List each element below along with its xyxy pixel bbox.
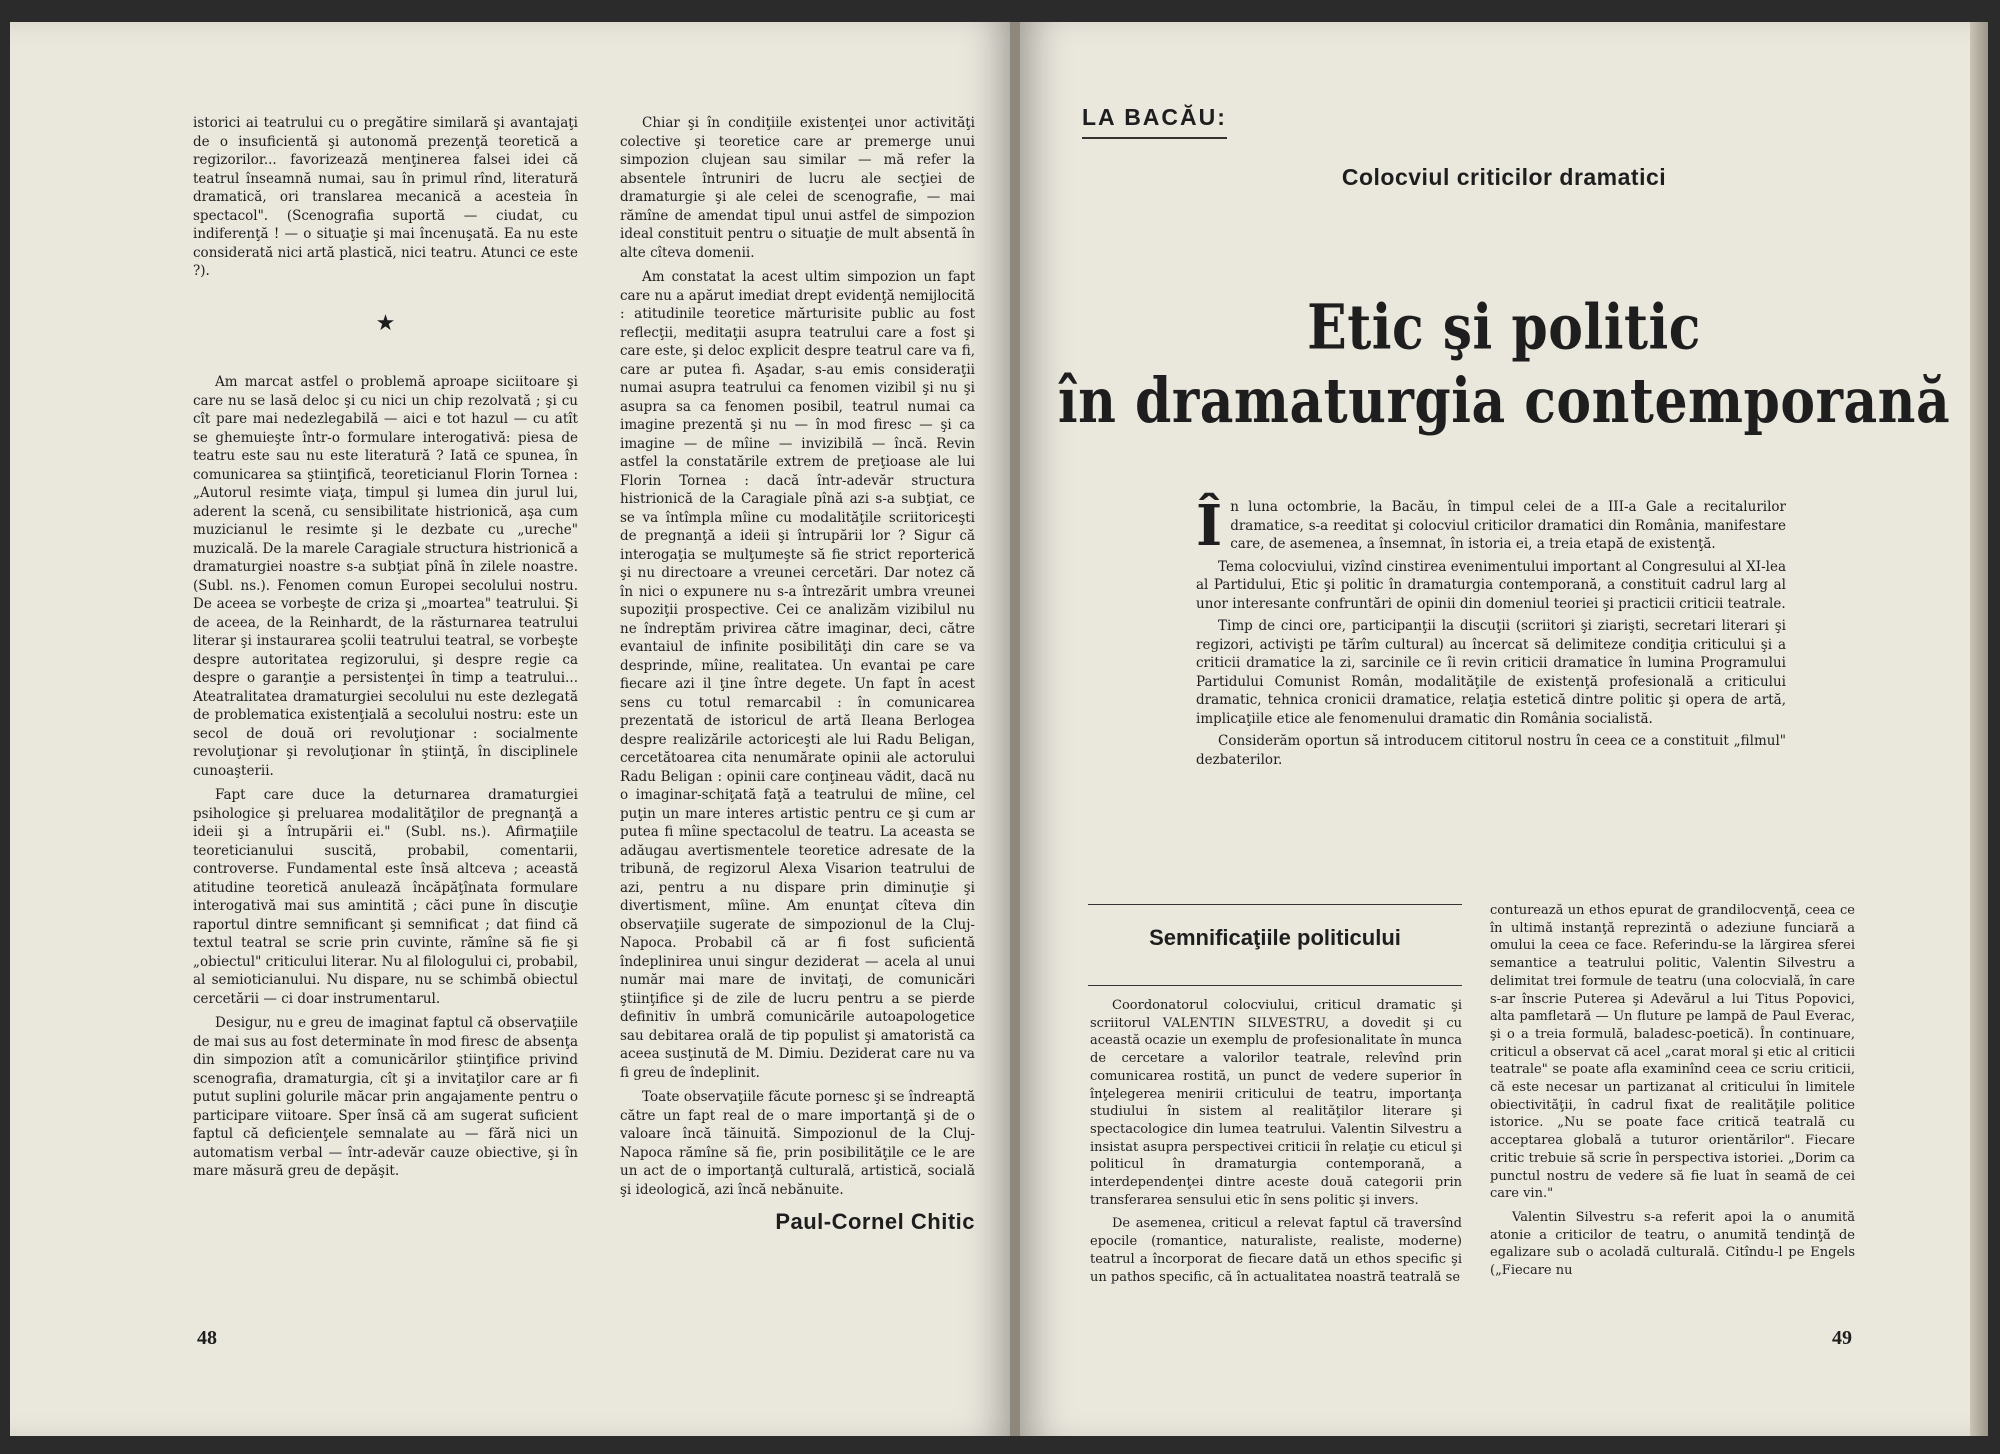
paragraph: istorici ai teatrului cu o pregătire similară şi avantajaţi de o insuficientă şi autonomă prezenţă teoretică a regizorilor... favorizează menţinerea falsei idei că teatrul înseamnă numai, sau în primul rînd, literatură dramatică, ori translarea mecanică a acesteia în spectacol". (Scenografia suportă — ciudat, cu indiferenţă ! — o situaţie şi mai încenuşată. Ea nu este considerată nici artă plastică, nici teatru. Atunci ce este ?). — [193, 115, 578, 279]
headline-line-1: Etic şi politic — [1307, 292, 1701, 364]
page-number-left: 48 — [197, 1327, 217, 1349]
section-title: Semnificaţiile politicului — [1149, 925, 1401, 950]
paragraph: Chiar şi în condiţiile existenţei unor activităţi colective şi teoretice care ar premerge unui simpozion clujean sau similar — mă refer la absentele întruniri de lucru ale secţiei de dramaturgie şi ale celei de scenografie, — mai rămîne de amendat tipul unui astfel de simpozion ideal constituit pentru o situaţie de mult absentă în alte cîteva domenii. — [620, 115, 975, 261]
magazine-spread — [10, 22, 1988, 1436]
article-kicker: Colocviul criticilor dramatici — [1341, 164, 1667, 190]
page-edge — [1970, 22, 1988, 1436]
paragraph: Toate observaţiile făcute pornesc şi se îndreaptă către un fapt real de o mare importanţă şi de o valoare încă tăinuită. Simpozionul de la Cluj-Napoca rămîne să fie, prin posibilităţile ce le are un act de o importanţă culturală, artistică, socială şi ideologică, azi încă nebănuite. — [620, 1089, 976, 1198]
paragraph: Desigur, nu e greu de imaginat faptul că observaţiile de mai sus au fost determinate în mod firesc de absenţa din simpozion atît a comunicărilor ştiinţifice privind scenografia, dramaturgia, cît şi a invitaţilor care ar fi putut suplini golurile măcar prin angajamente pentru o participare viitoare. Sper însă că am sugerat suficient faptul că deficienţele semnalate au — fără nici un automatism verbal — într-adevăr cauze obiective, şi în mare măsură greu de depăşit. — [193, 1015, 578, 1179]
lead-text: n luna octombrie, la Bacău, în timpul celei de a III-a Gale a recitalurilor dramatice, s-a reeditat şi colocviul criticilor dramatici din România, manifestare care, de asemenea, a însemnat, în istoria ei, a treia etapă de existenţă. — [1230, 499, 1786, 552]
left-page-column-1 — [193, 114, 578, 1187]
paragraph: Am constatat la acest ultim simpozion un fapt care nu a apărut imediat drept evidenţă nemijlocită : atitudinile teoretice mărturisite public au fost reflecţii, meditaţii asupra teatrului care a fost şi care este, şi deloc explicit despre teatrul care va fi, care ar putea fi. Aşadar, s-au emis consideraţii numai asupra teatrului ca fenomen vizibil şi nu şi asupra sa ca fenomen posibil, teatrul numai ca imagine prezentă şi nu — în mod firesc — şi ca imagine — de mîine — invizibilă — încă. Revin astfel la constatările extrem de preţioase ale lui Florin Tornea : dacă într-adevăr structura histrionică de la Caragiale pînă azi s-a subţiat, ce se va întîmpla mîine cu modalităţile scriitoriceşti de pregnanţă a ideii şi întrupării lor ? Sigur că interogaţia se mulţumeşte să fie strict reporterică şi nu directoare a vreunei cercetări. Dar notez că în nici o expunere nu s-a întrezărit umbra vreunei supoziţii prospective. Cei ce analizăm vizibilul nu ne îndreptăm privirea către imaginar, deci, către evantaiul de infinite posibilităţi din care se va desprinde, mîine, realitatea. Un evantai pe care fiecare azi il ţine între degete. Un fapt în acest sens cu totul remarcabil : în comunicarea prezentată de istoricul de artă Ileana Berlogea despre realizările actoriceşti ale lui Radu Beligan, cercetătoarea cita nenumărate opinii ale actorului Radu Beligan : opinii care conţineau vădit, dacă nu o imaginar-schiţată faţă a teatrului de mîine, cel puţin un mare interes artistic pentru ce şi cum ar putea fi mîine spectacolul de teatru. La aceasta se adăugau avertismentele teoretice adresate de la tribună, de regizorul Alexa Visarion teatrului de azi, pentru a nu dispare prin diminuţie şi divertisment, mîine. Am enunţat cîteva din observaţiile sugerate de simpozionul de la Cluj-Napoca. Probabil că ar fi fost suficientă îndeplinirea unui singur deziderat — acela al unui număr mai mare de invitaţi, de comunicări ştiinţifice şi de zile de lucru pentru a se pierde definitiv în umbră comunicările autoapologetice sau debitarea orală de tip populist şi amatoristă ca aceea susţinută de M. Dimiu. Deziderat care nu va fi greu de îndeplinit. — [620, 269, 975, 1081]
paragraph: Am marcat astfel o problemă aproape siciitoare şi care nu se lasă deloc şi cu nici un chip rezolvată ; şi cu cît pare mai nedezlegabilă — aici e tot hazul — cu atît se ghemuieşte într-o formulare interogativă: piesa de teatru este sau nu este literatură ? Iată ce spunea, în comunicarea sa ştiinţifică, teoreticianul Florin Tornea : „Autorul resimte viaţa, timpul şi lumea din jurul lui, aderent la scenă, cu sensibilitate histrionică, aşa cum muzicianul le resimte şi le dezbate cu „ureche" muzicală. De la marele Caragiale structura histrionică a dramaturgiei noastre s-a subţiat pînă în zilele noastre. (Subl. ns.). Fenomen comun Europei secolului nostru. De aceea se vorbeşte de criza şi „moartea" teatrului. Şi de aceea, de la Reinhardt, de la răsturnarea teatrului literar şi instaurarea şcolii teatrului teatral, se vorbeşte despre autoritatea regizorului, şi despre regie ca despre o garanţie a persistenţei în timp a teatrului... Ateatralitatea dramaturgiei secolului nu este dezlegată de problematica existenţială a secolului nostru: este un secol de două ori revoluţionar : socialmente revoluţionar şi revoluţionar în ştiinţă, în disciplinele cunoaşterii. — [193, 374, 578, 779]
left-page — [10, 22, 1012, 1436]
paragraph: Valentin Silvestru s-a referit apoi la o anumită atonie a criticilor de teatru, o anumită tendinţă de egalizare sub o acoladă culturală. Citîndu-l pe Engels („Fiecare nu — [1490, 1209, 1855, 1279]
page-number-right: 49 — [1832, 1327, 1852, 1349]
author-signature: Paul-Cornel Chitic — [775, 1209, 975, 1234]
left-page-column-2 — [620, 114, 975, 1232]
paragraph: De asemenea, criticul a relevat faptul că traversînd epocile (romantice, naturaliste, realiste, moderne) teatrul a încorporat de fiecare dată un ethos specific şi un pathos specific, că în actualitatea noastră teatrală se — [1090, 1216, 1462, 1285]
paragraph: Coordonatorul colocviului, criticul dramatic şi scriitorul VALENTIN SILVESTRU, a dovedit şi cu această ocazie un exemplu de profesionalitate în munca de cercetare a valorilor teatrale, relevînd prin comunicarea rostită, un punct de vedere superior în înţelegerea menirii criticului de teatru, importanţa studiului în sistem al realităţilor literare şi spectacologice din lumea teatrului. Valentin Silvestru a insistat asupra perspectivei criticii în relaţie cu eticul şi politicul în dramaturgia contemporană, a interdependenţei dintre aceste două categorii prin transferarea sensului etic în sens politic şi invers. — [1090, 998, 1462, 1208]
paragraph: Timp de cinci ore, participanţii la discuţii (scriitori şi ziarişti, secretari literari şi regizori, activişti pe tărîm cultural) au încercat să delimiteze condiţia criticului şi a criticii dramatice la zi, sarcinile ce îi revin criticii dramatice în lumina Programului Partidului Comunist Român, modalităţile de existenţă profesională a criticului dramatic, tehnica cronicii dramatice, relaţia estetică dintre politic şi opera de artă, implicaţiile etice ale fenomenului dramatic din România socialistă. — [1196, 618, 1786, 727]
paragraph: Considerăm oportun să introducem cititorul nostru în ceea ce a constituit „filmul" dezbaterilor. — [1196, 733, 1786, 768]
section-rubric: LA BACĂU: — [1082, 104, 1227, 139]
right-page-column-2 — [1490, 902, 1855, 1286]
right-page-column-1 — [1090, 997, 1462, 1292]
right-page — [1020, 22, 1988, 1436]
article-headline — [1020, 292, 1988, 438]
lead-first-paragraph — [1196, 493, 1786, 559]
paragraph: Tema colocviului, vizînd cinstirea evenimentului important al Congresului al XI-lea al Partidului, Etic şi politic în dramaturgia contemporană, a constituit cadrul larg al unor interesante confruntări de opinii din domeniul teoriei şi practicii criticii teatrale. — [1196, 558, 1786, 612]
headline-line-2: în dramaturgia contemporană — [1057, 365, 1951, 438]
star-divider: ★ — [375, 310, 396, 336]
drop-cap: Î — [1196, 493, 1223, 559]
article-lead — [1196, 493, 1786, 773]
paragraph: Fapt care duce la deturnarea dramaturgiei psihologice şi preluarea modalităţilor de pregnanţă a ideii şi a întrupării ei." (Subl. ns.). Afirmaţiile teoreticianului suscită, probabil, comentarii, controverse. Fundamental este însă altceva ; această atitudine teoretică anulează încăpăţînata formulare interogativă mai sus amintită ; căci pune în discuţie raportul dintre semnificant şi semnificat ; dat fiind că textul teatral se scrie prin cuvinte, rămîne să fie şi „obiectul" criticului literar. Nu al filologului ci, probabil, al semioticianului. Nu dispare, nu se schimbă obiectul cercetării — ci doar instrumentarul. — [193, 787, 578, 1007]
section-heading-box — [1088, 904, 1462, 986]
paragraph: conturează un ethos epurat de grandilocvenţă, ceea ce în ultimă instanţă reprezintă o adeziune funciară a omului la ceea ce face. Referindu-se la lărgirea sferei semantice a teatrului politic, Valentin Silvestru a delimitat trei formule de teatru (una colocvială, în care s-ar înscrie Puterea şi Adevărul a lui Titus Popovici, alta pamfletară — Un fluture pe lampă de Paul Everac, şi o a treia formulă, baladesc-poetică). În continuare, criticul a observat că acel „carat moral şi etic al criticii teatrale" se poate afla examinînd ceea ce scriu criticii, că este necesar un partizanat al criticului în limitele obiectivităţii, în cadrul fixat de realităţile politice istorice. „Nu se poate face critică teatrală cu acceptarea globală a tuturor orientărilor". Fiecare critic trebuie să scrie în perspectiva istoriei. „Dorim ca punctul nostru de vedere să fie luat în seamă de cei care vin." — [1490, 903, 1855, 1202]
